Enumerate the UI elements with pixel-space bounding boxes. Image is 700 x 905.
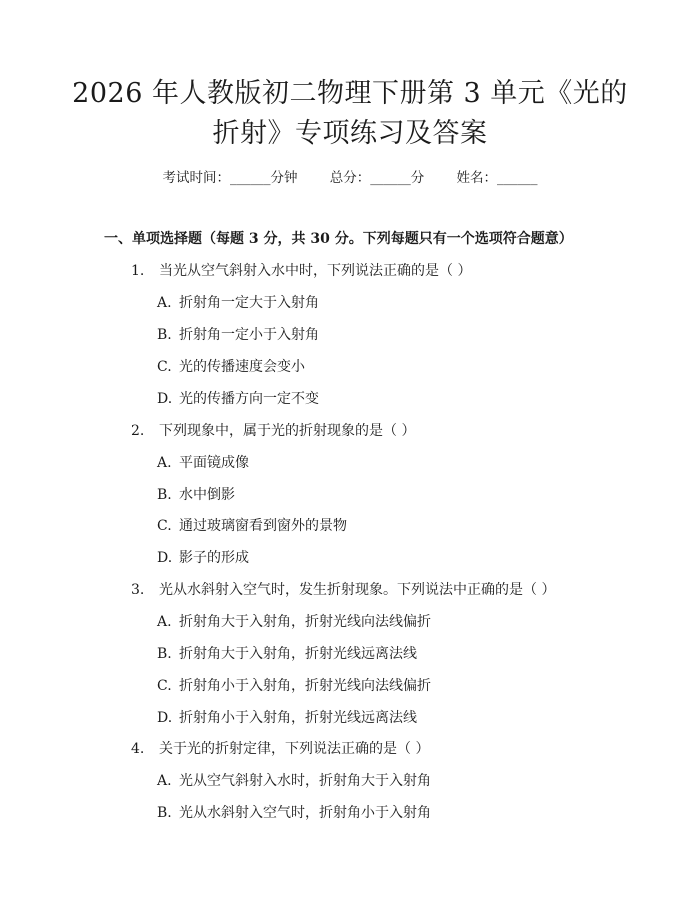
question-number: 4. (131, 741, 145, 757)
exam-info-line (0, 168, 700, 188)
question-number: 2. (131, 423, 145, 439)
question-2 (131, 421, 415, 441)
question-3-option-b (157, 644, 417, 664)
option-letter: D. (157, 391, 173, 407)
option-text: 折射角大于入射角，折射光线远离法线 (179, 646, 417, 662)
option-text: 光从水斜射入空气时，折射角小于入射角 (179, 805, 431, 821)
exam-time-field: 考试时间：______分钟 (162, 170, 298, 186)
question-4-option-b (157, 803, 431, 823)
student-name-field: 姓名：______ (456, 170, 538, 186)
question-text: 光从水斜射入空气时，发生折射现象。下列说法中正确的是（ ） (159, 582, 556, 598)
title-line-2: 折射》专项练习及答案 (212, 118, 488, 149)
question-number: 1. (131, 263, 145, 279)
title-line-1: 2026 年人教版初二物理下册第 3 单元《光的 (72, 78, 628, 109)
option-letter: C. (157, 678, 172, 694)
option-text: 平面镜成像 (179, 455, 249, 471)
option-text: 水中倒影 (179, 487, 235, 503)
question-2-option-b (157, 485, 235, 505)
question-3 (131, 580, 555, 600)
option-letter: A. (157, 455, 172, 471)
option-letter: B. (157, 805, 172, 821)
question-2-option-c (157, 516, 347, 536)
section-heading: 一、单项选择题（每题 3 分，共 30 分。下列每题只有一个选项符合题意） (104, 231, 573, 247)
option-text: 折射角一定大于入射角 (179, 295, 319, 311)
option-text: 影子的形成 (179, 550, 249, 566)
option-letter: B. (157, 487, 172, 503)
question-1-option-b (157, 325, 319, 345)
option-text: 光的传播速度会变小 (179, 359, 305, 375)
question-2-option-a (157, 453, 249, 473)
question-number: 3. (131, 582, 145, 598)
option-text: 折射角小于入射角，折射光线远离法线 (179, 710, 417, 726)
option-letter: D. (157, 710, 173, 726)
option-letter: B. (157, 646, 172, 662)
option-letter: D. (157, 550, 173, 566)
option-letter: A. (157, 295, 172, 311)
option-text: 通过玻璃窗看到窗外的景物 (179, 518, 347, 534)
question-3-option-d (157, 708, 417, 728)
question-text: 关于光的折射定律，下列说法正确的是（ ） (159, 741, 430, 757)
option-text: 折射角小于入射角，折射光线向法线偏折 (179, 678, 431, 694)
total-score-field: 总分：______分 (329, 170, 425, 186)
option-letter: B. (157, 327, 172, 343)
question-text: 当光从空气斜射入水中时，下列说法正确的是（ ） (159, 263, 472, 279)
option-text: 光从空气斜射入水时，折射角大于入射角 (179, 773, 431, 789)
document-title (70, 74, 630, 154)
question-1-option-a (157, 293, 319, 313)
question-2-option-d (157, 548, 249, 568)
option-text: 折射角一定小于入射角 (179, 327, 319, 343)
question-1-option-c (157, 357, 305, 377)
question-1 (131, 261, 471, 281)
question-4 (131, 739, 429, 759)
option-letter: A. (157, 773, 172, 789)
option-text: 折射角大于入射角，折射光线向法线偏折 (179, 614, 431, 630)
question-4-option-a (157, 771, 431, 791)
option-text: 光的传播方向一定不变 (179, 391, 319, 407)
question-3-option-c (157, 676, 431, 696)
option-letter: C. (157, 359, 172, 375)
option-letter: C. (157, 518, 172, 534)
option-letter: A. (157, 614, 172, 630)
question-text: 下列现象中，属于光的折射现象的是（ ） (159, 423, 416, 439)
question-1-option-d (157, 389, 319, 409)
question-3-option-a (157, 612, 431, 632)
